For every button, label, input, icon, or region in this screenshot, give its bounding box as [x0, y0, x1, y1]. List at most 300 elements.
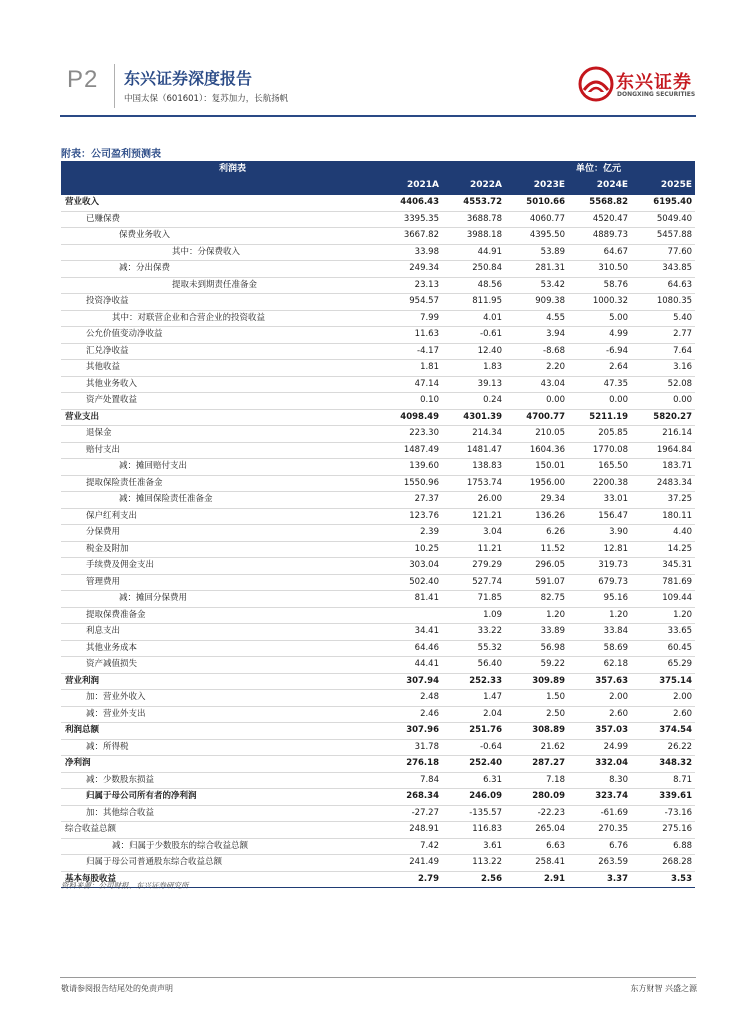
cell-2022A: 246.09: [442, 789, 505, 806]
cell-2025E: 781.69: [631, 574, 695, 591]
cell-2024E: 95.16: [568, 591, 631, 608]
company-logo: [578, 66, 698, 104]
cell-2023E: 136.26: [505, 508, 568, 525]
cell-2021A: 4406.43: [379, 195, 442, 212]
table-row: [61, 459, 695, 476]
cell-2023E: 210.05: [505, 426, 568, 443]
table-row: [61, 343, 695, 360]
cell-2023E: 29.34: [505, 492, 568, 509]
cell-2023E: 59.22: [505, 657, 568, 674]
cell-2025E: 275.16: [631, 822, 695, 839]
cell-2024E: 310.50: [568, 261, 631, 278]
cell-2024E: 3.37: [568, 871, 631, 888]
cell-2025E: 7.64: [631, 343, 695, 360]
cell-2022A: 6.31: [442, 772, 505, 789]
cell-2024E: 323.74: [568, 789, 631, 806]
cell-2022A: 44.91: [442, 244, 505, 261]
row-label: 其他业务收入: [61, 376, 379, 393]
row-label: 利润总额: [61, 723, 379, 740]
cell-2021A: 248.91: [379, 822, 442, 839]
cell-2021A: 139.60: [379, 459, 442, 476]
row-label: 保户红利支出: [61, 508, 379, 525]
cell-2024E: 270.35: [568, 822, 631, 839]
table-row: [61, 442, 695, 459]
cell-2022A: 55.32: [442, 640, 505, 657]
cell-2025E: 2.60: [631, 706, 695, 723]
cell-2025E: 65.29: [631, 657, 695, 674]
cell-2024E: 2200.38: [568, 475, 631, 492]
table-row: [61, 426, 695, 443]
income-statement-table: [61, 161, 695, 888]
cell-2025E: 8.71: [631, 772, 695, 789]
cell-2025E: 216.14: [631, 426, 695, 443]
table-row: [61, 475, 695, 492]
cell-2021A: 4098.49: [379, 409, 442, 426]
table-row: [61, 492, 695, 509]
cell-2022A: -0.64: [442, 739, 505, 756]
cell-2022A: 2.04: [442, 706, 505, 723]
cell-2024E: 1770.08: [568, 442, 631, 459]
cell-2025E: 343.85: [631, 261, 695, 278]
row-label: 营业收入: [61, 195, 379, 212]
cell-2025E: 14.25: [631, 541, 695, 558]
row-label: 提取保费准备金: [61, 607, 379, 624]
cell-2021A: 10.25: [379, 541, 442, 558]
year-header: 2022A: [442, 178, 505, 195]
table-title: 利润表: [61, 161, 379, 178]
cell-2023E: 287.27: [505, 756, 568, 773]
cell-2021A: 3667.82: [379, 228, 442, 245]
cell-2023E: 0.00: [505, 393, 568, 410]
row-label: 利息支出: [61, 624, 379, 641]
cell-2024E: -6.94: [568, 343, 631, 360]
table-row: [61, 673, 695, 690]
cell-2021A: 249.34: [379, 261, 442, 278]
table-row: [61, 327, 695, 344]
cell-2021A: -4.17: [379, 343, 442, 360]
cell-2021A: 27.37: [379, 492, 442, 509]
row-label: 减：归属于少数股东的综合收益总额: [61, 838, 379, 855]
cell-2022A: 252.33: [442, 673, 505, 690]
section-title: 附表：公司盈利预测表: [61, 149, 161, 160]
cell-2022A: 26.00: [442, 492, 505, 509]
cell-2025E: 345.31: [631, 558, 695, 575]
cell-2021A: 276.18: [379, 756, 442, 773]
row-label: 其中：分保费收入: [61, 244, 379, 261]
cell-2022A: 116.83: [442, 822, 505, 839]
cell-2025E: 60.45: [631, 640, 695, 657]
table-row: [61, 294, 695, 311]
table-row: [61, 409, 695, 426]
cell-2021A: 954.57: [379, 294, 442, 311]
cell-2024E: 319.73: [568, 558, 631, 575]
cell-2025E: 33.65: [631, 624, 695, 641]
cell-2021A: [379, 607, 442, 624]
footer-disclaimer: 敬请参阅报告结尾处的免责声明: [61, 984, 173, 993]
cell-2021A: 307.94: [379, 673, 442, 690]
row-label: 营业利润: [61, 673, 379, 690]
cell-2022A: 4301.39: [442, 409, 505, 426]
cell-2022A: 250.84: [442, 261, 505, 278]
cell-2024E: 165.50: [568, 459, 631, 476]
row-label: 其他业务成本: [61, 640, 379, 657]
cell-2024E: 58.76: [568, 277, 631, 294]
cell-2024E: 4.99: [568, 327, 631, 344]
cell-2022A: 279.29: [442, 558, 505, 575]
table-row: [61, 525, 695, 542]
cell-2023E: 7.18: [505, 772, 568, 789]
cell-2023E: 265.04: [505, 822, 568, 839]
row-label: 加：营业外收入: [61, 690, 379, 707]
cell-2024E: 156.47: [568, 508, 631, 525]
year-header: 2023E: [505, 178, 568, 195]
cell-2025E: 348.32: [631, 756, 695, 773]
cell-2023E: 53.42: [505, 277, 568, 294]
cell-2023E: 909.38: [505, 294, 568, 311]
cell-2023E: 6.63: [505, 838, 568, 855]
row-label: 归属于母公司普通股东综合收益总额: [61, 855, 379, 872]
cell-2022A: 56.40: [442, 657, 505, 674]
cell-2022A: 3688.78: [442, 211, 505, 228]
cell-2023E: 2.50: [505, 706, 568, 723]
cell-2024E: 62.18: [568, 657, 631, 674]
table-row: [61, 855, 695, 872]
logo-english-name: DONGXING SECURITIES: [617, 91, 696, 98]
cell-2023E: -22.23: [505, 805, 568, 822]
row-label: 加：其他综合收益: [61, 805, 379, 822]
cell-2023E: 281.31: [505, 261, 568, 278]
cell-2025E: 77.60: [631, 244, 695, 261]
cell-2024E: 47.35: [568, 376, 631, 393]
cell-2023E: 33.89: [505, 624, 568, 641]
cell-2023E: 1.50: [505, 690, 568, 707]
cell-2022A: 3988.18: [442, 228, 505, 245]
table-row: [61, 772, 695, 789]
row-label: 管理费用: [61, 574, 379, 591]
row-label: 减：分出保费: [61, 261, 379, 278]
cell-2023E: 1.20: [505, 607, 568, 624]
cell-2024E: -61.69: [568, 805, 631, 822]
cell-2021A: 11.63: [379, 327, 442, 344]
cell-2022A: 4.01: [442, 310, 505, 327]
cell-2021A: 64.46: [379, 640, 442, 657]
cell-2022A: 1753.74: [442, 475, 505, 492]
cell-2025E: 5049.40: [631, 211, 695, 228]
cell-2024E: 4889.73: [568, 228, 631, 245]
cell-2021A: 307.96: [379, 723, 442, 740]
table-row: [61, 822, 695, 839]
cell-2022A: 251.76: [442, 723, 505, 740]
cell-2024E: 5568.82: [568, 195, 631, 212]
row-label: 减：摊回赔付支出: [61, 459, 379, 476]
cell-2024E: 58.69: [568, 640, 631, 657]
cell-2023E: 82.75: [505, 591, 568, 608]
table-title-row: [61, 161, 695, 178]
cell-2022A: 2.56: [442, 871, 505, 888]
table-row: [61, 393, 695, 410]
cell-2021A: 47.14: [379, 376, 442, 393]
cell-2024E: 2.60: [568, 706, 631, 723]
logo-mark-icon: [578, 66, 614, 102]
row-label: 投资净收益: [61, 294, 379, 311]
cell-2022A: -0.61: [442, 327, 505, 344]
cell-2023E: 21.62: [505, 739, 568, 756]
row-label: 退保金: [61, 426, 379, 443]
table-row: [61, 591, 695, 608]
cell-2024E: 33.84: [568, 624, 631, 641]
cell-2022A: 11.21: [442, 541, 505, 558]
cell-2023E: 56.98: [505, 640, 568, 657]
footer-slogan: 东方财智 兴盛之源: [630, 984, 697, 993]
cell-2025E: 2.77: [631, 327, 695, 344]
cell-2025E: 183.71: [631, 459, 695, 476]
cell-2025E: 3.16: [631, 360, 695, 377]
cell-2021A: 0.10: [379, 393, 442, 410]
cell-2024E: 2.64: [568, 360, 631, 377]
table-row: [61, 624, 695, 641]
cell-2025E: 5457.88: [631, 228, 695, 245]
cell-2024E: 357.03: [568, 723, 631, 740]
cell-2024E: 4520.47: [568, 211, 631, 228]
cell-2024E: 33.01: [568, 492, 631, 509]
row-label: 公允价值变动净收益: [61, 327, 379, 344]
row-label: 减：摊回分保费用: [61, 591, 379, 608]
cell-2021A: 303.04: [379, 558, 442, 575]
cell-2025E: 375.14: [631, 673, 695, 690]
cell-2021A: 2.46: [379, 706, 442, 723]
table-row: [61, 690, 695, 707]
row-label: 基本每股收益: [61, 871, 379, 888]
cell-2021A: 33.98: [379, 244, 442, 261]
cell-2025E: 4.40: [631, 525, 695, 542]
cell-2025E: 6195.40: [631, 195, 695, 212]
cell-2021A: 2.39: [379, 525, 442, 542]
row-label: 已赚保费: [61, 211, 379, 228]
cell-2022A: 3.61: [442, 838, 505, 855]
cell-2024E: 12.81: [568, 541, 631, 558]
cell-2024E: 3.90: [568, 525, 631, 542]
cell-2025E: 5.40: [631, 310, 695, 327]
cell-2021A: 1487.49: [379, 442, 442, 459]
cell-2023E: 1956.00: [505, 475, 568, 492]
cell-2025E: 6.88: [631, 838, 695, 855]
year-header: 2024E: [568, 178, 631, 195]
cell-2022A: 12.40: [442, 343, 505, 360]
cell-2021A: 223.30: [379, 426, 442, 443]
cell-2022A: 214.34: [442, 426, 505, 443]
cell-2024E: 205.85: [568, 426, 631, 443]
cell-2021A: 123.76: [379, 508, 442, 525]
table-row: [61, 723, 695, 740]
row-label: 手续费及佣金支出: [61, 558, 379, 575]
row-label: 资产处置收益: [61, 393, 379, 410]
cell-2022A: 33.22: [442, 624, 505, 641]
cell-2021A: 7.84: [379, 772, 442, 789]
cell-2021A: 44.41: [379, 657, 442, 674]
table-row: [61, 574, 695, 591]
cell-2023E: 43.04: [505, 376, 568, 393]
cell-2022A: 811.95: [442, 294, 505, 311]
table-row: [61, 261, 695, 278]
report-title: 东兴证券深度报告: [124, 69, 253, 88]
cell-2022A: 1.47: [442, 690, 505, 707]
cell-2021A: 2.48: [379, 690, 442, 707]
row-label: 综合收益总额: [61, 822, 379, 839]
cell-2024E: 1.20: [568, 607, 631, 624]
row-label: 保费业务收入: [61, 228, 379, 245]
cell-2024E: 5.00: [568, 310, 631, 327]
table-row: [61, 607, 695, 624]
cell-2021A: 81.41: [379, 591, 442, 608]
cell-2025E: 268.28: [631, 855, 695, 872]
cell-2021A: 502.40: [379, 574, 442, 591]
cell-2023E: 6.26: [505, 525, 568, 542]
cell-2025E: 26.22: [631, 739, 695, 756]
row-label: 其中：对联营企业和合营企业的投资收益: [61, 310, 379, 327]
cell-2023E: 591.07: [505, 574, 568, 591]
cell-2021A: 3395.35: [379, 211, 442, 228]
cell-2022A: 0.24: [442, 393, 505, 410]
table-row: [61, 277, 695, 294]
cell-2023E: 4.55: [505, 310, 568, 327]
cell-2025E: 1964.84: [631, 442, 695, 459]
table-row: [61, 640, 695, 657]
page-number: P2: [67, 66, 99, 93]
row-label: 减：少数股东损益: [61, 772, 379, 789]
table-row: [61, 228, 695, 245]
cell-2023E: -8.68: [505, 343, 568, 360]
cell-2025E: 64.63: [631, 277, 695, 294]
cell-2021A: 7.99: [379, 310, 442, 327]
row-label: 其他收益: [61, 360, 379, 377]
cell-2024E: 8.30: [568, 772, 631, 789]
cell-2021A: 1550.96: [379, 475, 442, 492]
cell-2025E: 2483.34: [631, 475, 695, 492]
table-unit: 单位：亿元: [568, 161, 695, 178]
cell-2021A: 241.49: [379, 855, 442, 872]
cell-2021A: 31.78: [379, 739, 442, 756]
cell-2023E: 4700.77: [505, 409, 568, 426]
cell-2024E: 1000.32: [568, 294, 631, 311]
row-label: 净利润: [61, 756, 379, 773]
cell-2025E: 180.11: [631, 508, 695, 525]
row-label: 分保费用: [61, 525, 379, 542]
cell-2023E: 11.52: [505, 541, 568, 558]
year-header: 2025E: [631, 178, 695, 195]
table-row: [61, 838, 695, 855]
table-row: [61, 756, 695, 773]
row-label: 税金及附加: [61, 541, 379, 558]
table-row: [61, 376, 695, 393]
cell-2023E: 296.05: [505, 558, 568, 575]
row-label: 减：摊回保险责任准备金: [61, 492, 379, 509]
cell-2023E: 53.89: [505, 244, 568, 261]
cell-2024E: 263.59: [568, 855, 631, 872]
cell-2024E: 24.99: [568, 739, 631, 756]
cell-2022A: 3.04: [442, 525, 505, 542]
cell-2022A: 252.40: [442, 756, 505, 773]
cell-2023E: 280.09: [505, 789, 568, 806]
table-row: [61, 657, 695, 674]
cell-2025E: 2.00: [631, 690, 695, 707]
cell-2023E: 309.89: [505, 673, 568, 690]
cell-2023E: 258.41: [505, 855, 568, 872]
cell-2021A: -27.27: [379, 805, 442, 822]
cell-2022A: 113.22: [442, 855, 505, 872]
cell-2022A: 48.56: [442, 277, 505, 294]
cell-2022A: 1481.47: [442, 442, 505, 459]
cell-2025E: 339.61: [631, 789, 695, 806]
table-row: [61, 211, 695, 228]
cell-2022A: 121.21: [442, 508, 505, 525]
cell-2022A: 39.13: [442, 376, 505, 393]
cell-2024E: 357.63: [568, 673, 631, 690]
cell-2021A: 2.79: [379, 871, 442, 888]
source-note: 资料来源：公司财报、东兴证券研究所: [61, 881, 189, 890]
row-label: 资产减值损失: [61, 657, 379, 674]
cell-2024E: 679.73: [568, 574, 631, 591]
row-label: 提取未到期责任准备金: [61, 277, 379, 294]
row-label: 减：所得税: [61, 739, 379, 756]
table-row: [61, 558, 695, 575]
cell-2025E: 5820.27: [631, 409, 695, 426]
footer-rule: [60, 977, 696, 978]
cell-2022A: 1.83: [442, 360, 505, 377]
header-rule: [60, 115, 696, 117]
cell-2025E: 374.54: [631, 723, 695, 740]
cell-2023E: 4060.77: [505, 211, 568, 228]
table-row: [61, 360, 695, 377]
cell-2025E: 3.53: [631, 871, 695, 888]
cell-2021A: 7.42: [379, 838, 442, 855]
cell-2024E: 2.00: [568, 690, 631, 707]
cell-2022A: -135.57: [442, 805, 505, 822]
cell-2024E: 332.04: [568, 756, 631, 773]
cell-2024E: 64.67: [568, 244, 631, 261]
cell-2023E: 150.01: [505, 459, 568, 476]
cell-2021A: 23.13: [379, 277, 442, 294]
cell-2025E: -73.16: [631, 805, 695, 822]
report-subtitle: 中国太保（601601）：复苏加力，长航扬帆: [124, 94, 289, 104]
logo-chinese-name: 东兴证券: [616, 72, 692, 93]
cell-2022A: 138.83: [442, 459, 505, 476]
cell-2025E: 37.25: [631, 492, 695, 509]
cell-2024E: 0.00: [568, 393, 631, 410]
cell-2022A: 527.74: [442, 574, 505, 591]
cell-2025E: 1080.35: [631, 294, 695, 311]
cell-2021A: 34.41: [379, 624, 442, 641]
cell-2022A: 71.85: [442, 591, 505, 608]
table-row: [61, 739, 695, 756]
cell-2022A: 1.09: [442, 607, 505, 624]
cell-2022A: 4553.72: [442, 195, 505, 212]
cell-2021A: 268.34: [379, 789, 442, 806]
table-row: [61, 706, 695, 723]
cell-2025E: 1.20: [631, 607, 695, 624]
cell-2023E: 5010.66: [505, 195, 568, 212]
row-label: 赔付支出: [61, 442, 379, 459]
year-header: 2021A: [379, 178, 442, 195]
cell-2025E: 52.08: [631, 376, 695, 393]
cell-2024E: 5211.19: [568, 409, 631, 426]
cell-2023E: 2.20: [505, 360, 568, 377]
table-row: [61, 789, 695, 806]
row-label: 营业支出: [61, 409, 379, 426]
table-year-header-row: [61, 178, 695, 195]
cell-2023E: 4395.50: [505, 228, 568, 245]
table-row: [61, 805, 695, 822]
cell-2024E: 6.76: [568, 838, 631, 855]
